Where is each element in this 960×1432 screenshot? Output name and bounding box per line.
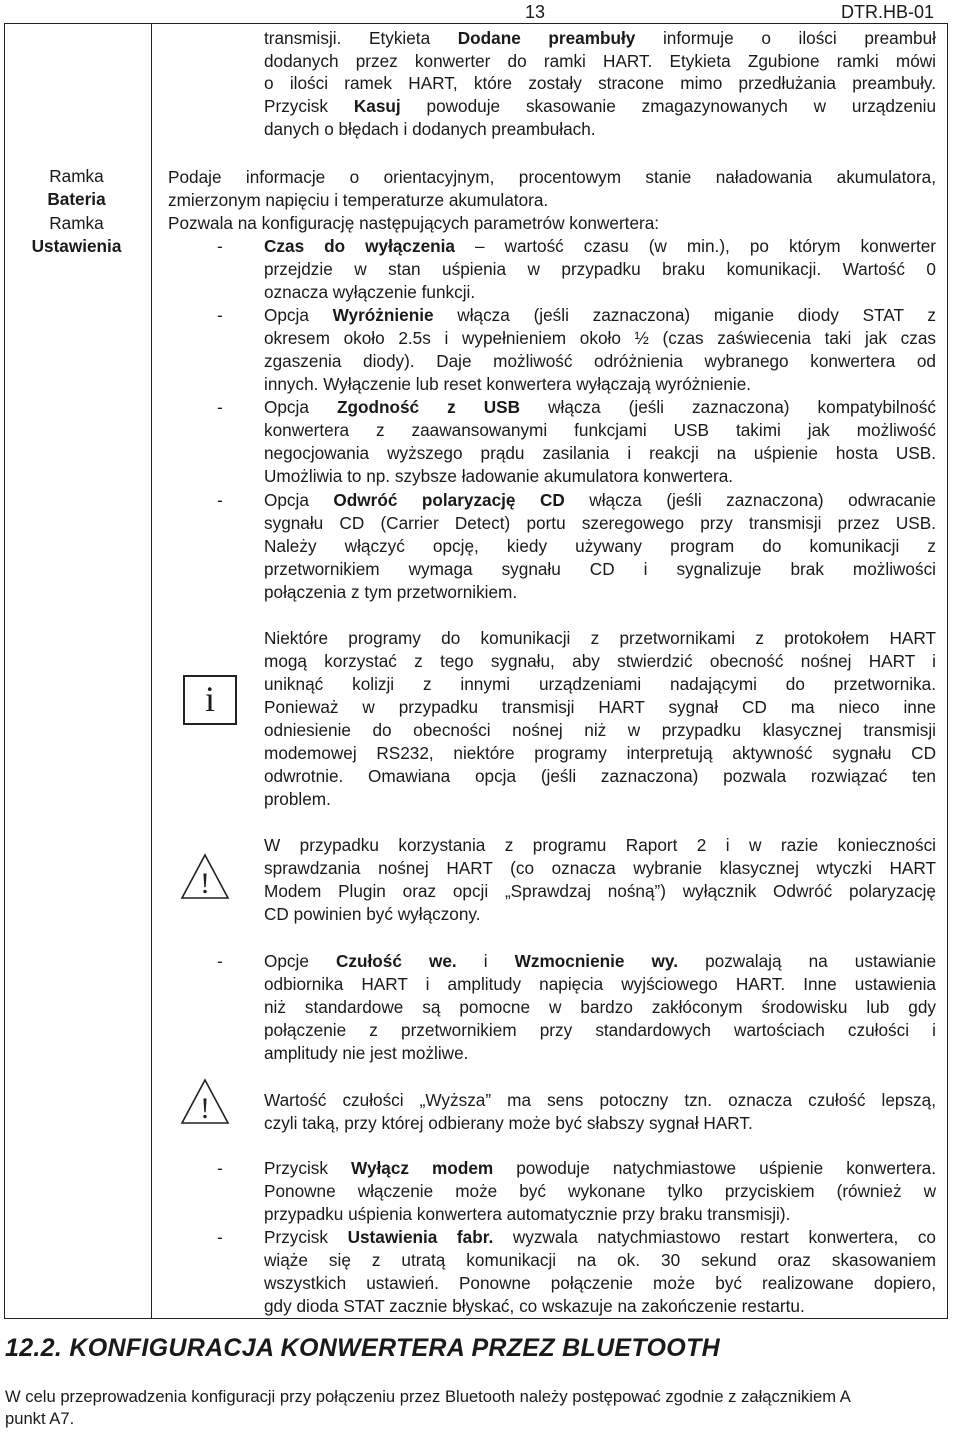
info-note-line-3: uniknąć kolizji z innymi urządzeniami nadającymi do przetwornika.: [264, 674, 936, 694]
cd-line-4: przetwornikiem wymaga sygnału CD i sygnalizuje brak możliwości: [264, 559, 936, 579]
label-ramka-bateria: Ramka Bateria: [47, 166, 106, 209]
wyroznienie-line-3: zgaszenia diody). Daje możliwość odróżnienia wybranego konwertera od: [264, 351, 936, 371]
bateria-line-1: Podaje informacje o orientacyjnym, procentowym stanie naładowania akumulatora,: [168, 167, 936, 187]
cd-line-1: Opcja Odwróć polaryzację CD włącza (jeśli zaznaczona) odwracanie: [264, 490, 936, 510]
list-dash: -: [217, 305, 223, 325]
top-line-2: dodanych przez konwerter do ramki HART. Etykieta Zgubione ramki mówi: [264, 51, 936, 71]
section-body-line-1: W celu przeprowadzenia konfiguracji przy połączeniu przez Bluetooth należy postępować zgodnie z załącznikiem A: [5, 1387, 851, 1406]
table-bottom-border: [4, 1318, 948, 1319]
warn-note-1-line-3: Modem Plugin oraz opcji „Sprawdzaj nośną”) wyłącznik Odwróć polaryzację: [264, 881, 936, 901]
top-line-1: transmisji. Etykieta Dodane preambuły informuje o ilości preambuł: [264, 28, 936, 48]
fabr-line-4: gdy dioda STAT zacznie błyskać, co wskazuje na zakończenie restartu.: [264, 1296, 805, 1316]
wyroznienie-line-1: Opcja Wyróżnienie włącza (jeśli zaznaczona) miganie diody STAT z: [264, 305, 936, 325]
table-top-border: [4, 23, 948, 24]
list-dash: -: [217, 490, 223, 510]
modem-line-2: Ponowne włączenie może być wykonane tylko przyciskiem (również w: [264, 1181, 936, 1201]
czulosc-line-4: połączenie z przetwornikiem przy standardowych wartościach czułości i: [264, 1020, 936, 1040]
fabr-line-2: wiąże się z utratą komunikacji na ok. 30 sekund oraz skasowaniem: [264, 1250, 936, 1270]
top-line-3: o ilości ramek HART, które zostały stracone mimo przedłużania preambuły.: [264, 73, 936, 93]
bateria-line-2: zmierzonym napięciu i temperaturze akumulatora.: [168, 190, 549, 210]
warning-icon: [180, 853, 230, 901]
czas-line-2: przejdzie w stan uśpienia w przypadku braku komunikacji. Wartość 0: [264, 259, 936, 279]
czulosc-line-1: Opcje Czułość we. i Wzmocnienie wy. pozwalają na ustawianie: [264, 951, 937, 971]
fabr-line-3: wszystkich ustawień. Ponowne połączenie może być realizowane dopiero,: [264, 1273, 936, 1293]
modem-line-1: Przycisk Wyłącz modem powoduje natychmiastowe uśpienie konwertera.: [264, 1158, 937, 1178]
warning-icon: [180, 1078, 230, 1126]
top-line-4: Przycisk Kasuj powoduje skasowanie zmagazynowanych w urządzeniu: [264, 96, 937, 116]
info-note-line-4: Ponieważ w przypadku transmisji HART sygnał CD ma nieco inne: [264, 697, 936, 717]
ustawienia-intro: Pozwala na konfigurację następujących parametrów konwertera:: [168, 213, 660, 233]
table-column-divider: [151, 23, 152, 1318]
section-heading: 12.2. KONFIGURACJA KONWERTERA PRZEZ BLUETOOTH: [5, 1334, 720, 1362]
czas-line-1: Czas do wyłączenia – wartość czasu (w min.), po którym konwerter: [264, 236, 937, 256]
info-note-line-7: odwrotnie. Omawiana opcja (jeśli zaznaczona) pozwala rozwiązać ten: [264, 766, 936, 786]
list-dash: -: [217, 397, 223, 417]
fabr-line-1: Przycisk Ustawienia fabr. wyzwala natychmiastowo restart konwertera, co: [264, 1227, 936, 1247]
document-id: DTR.HB-01: [841, 2, 935, 22]
cd-line-3: Należy włączyć opcję, kiedy używany program do komunikacji z: [264, 536, 936, 556]
info-note-line-6: modemowej RS232, niektóre programy interpretują aktywność sygnału CD: [264, 743, 936, 763]
wyroznienie-line-4: innych. Wyłączenie lub reset konwertera wyłączają wyróżnienie.: [264, 374, 752, 394]
list-dash: -: [217, 951, 223, 971]
usb-line-2: konwertera z zaawansowanymi funkcjami USB takimi jak możliwość: [264, 420, 936, 440]
info-note-line-1: Niektóre programy do komunikacji z przetwornikami z protokołem HART: [264, 628, 936, 648]
info-note-line-8: problem.: [264, 789, 331, 809]
warn-note-2-line-1: Wartość czułości „Wyższa” ma sens potoczny tzn. oznacza czułość lepszą,: [264, 1090, 936, 1110]
warn-note-1-line-4: CD powinien być wyłączony.: [264, 904, 481, 924]
warn-note-1-line-1: W przypadku korzystania z programu Raport 2 i w razie konieczności: [264, 835, 936, 855]
label-ramka-ustawienia: Ramka Ustawienia: [31, 213, 122, 256]
page-number: 13: [525, 2, 546, 22]
info-note-line-5: odniesienie do obecności nośnej niż w przypadku klasycznej transmisji: [264, 720, 936, 740]
usb-line-1: Opcja Zgodność z USB włącza (jeśli zaznaczona) kompatybilność: [264, 397, 936, 417]
czulosc-line-3: niż standardowe są pomocne w bardzo zakłóconym środowisku lub gdy: [264, 997, 936, 1017]
usb-line-4: Umożliwia to np. szybsze ładowanie akumulatora konwertera.: [264, 466, 734, 486]
table-right-border: [947, 23, 948, 1318]
czas-line-3: oznacza wyłączenie funkcji.: [264, 282, 476, 302]
top-line-5: danych o błędach i dodanych preambułach.: [264, 119, 596, 139]
info-icon: i: [183, 675, 237, 725]
list-dash: -: [217, 1158, 223, 1178]
cd-line-5: połączenia z tym przetwornikiem.: [264, 582, 518, 602]
svg-text:!: !: [200, 1092, 210, 1125]
warn-note-2-line-2: czyli taką, przy której odbierany może być słabszy sygnał HART.: [264, 1113, 753, 1133]
warn-note-1-line-2: sprawdzania nośnej HART (co oznacza wybranie klasycznej wtyczki HART: [264, 858, 936, 878]
section-body-line-2: punkt A7.: [5, 1409, 75, 1428]
info-note-line-2: mogą korzystać z tego sygnału, aby stwierdzić obecność nośnej HART i: [264, 651, 936, 671]
usb-line-3: negocjowania wyższego prądu zasilania i reakcji na uśpienie hosta USB.: [264, 443, 936, 463]
modem-line-3: przypadku uśpienia konwertera automatycznie przy braku transmisji).: [264, 1204, 791, 1224]
czulosc-line-2: odbiornika HART i amplitudy napięcia wyjściowego HART. Inne ustawienia: [264, 974, 936, 994]
list-dash: -: [217, 236, 223, 256]
czulosc-line-5: amplitudy nie jest możliwe.: [264, 1043, 469, 1063]
wyroznienie-line-2: okresem około 2.5s i wypełnieniem około ½ (czas zaświecenia taki jak czas: [264, 328, 936, 348]
svg-text:!: !: [200, 867, 210, 900]
cd-line-2: sygnału CD (Carrier Detect) portu szeregowego przy transmisji przez USB.: [264, 513, 936, 533]
list-dash: -: [217, 1227, 223, 1247]
